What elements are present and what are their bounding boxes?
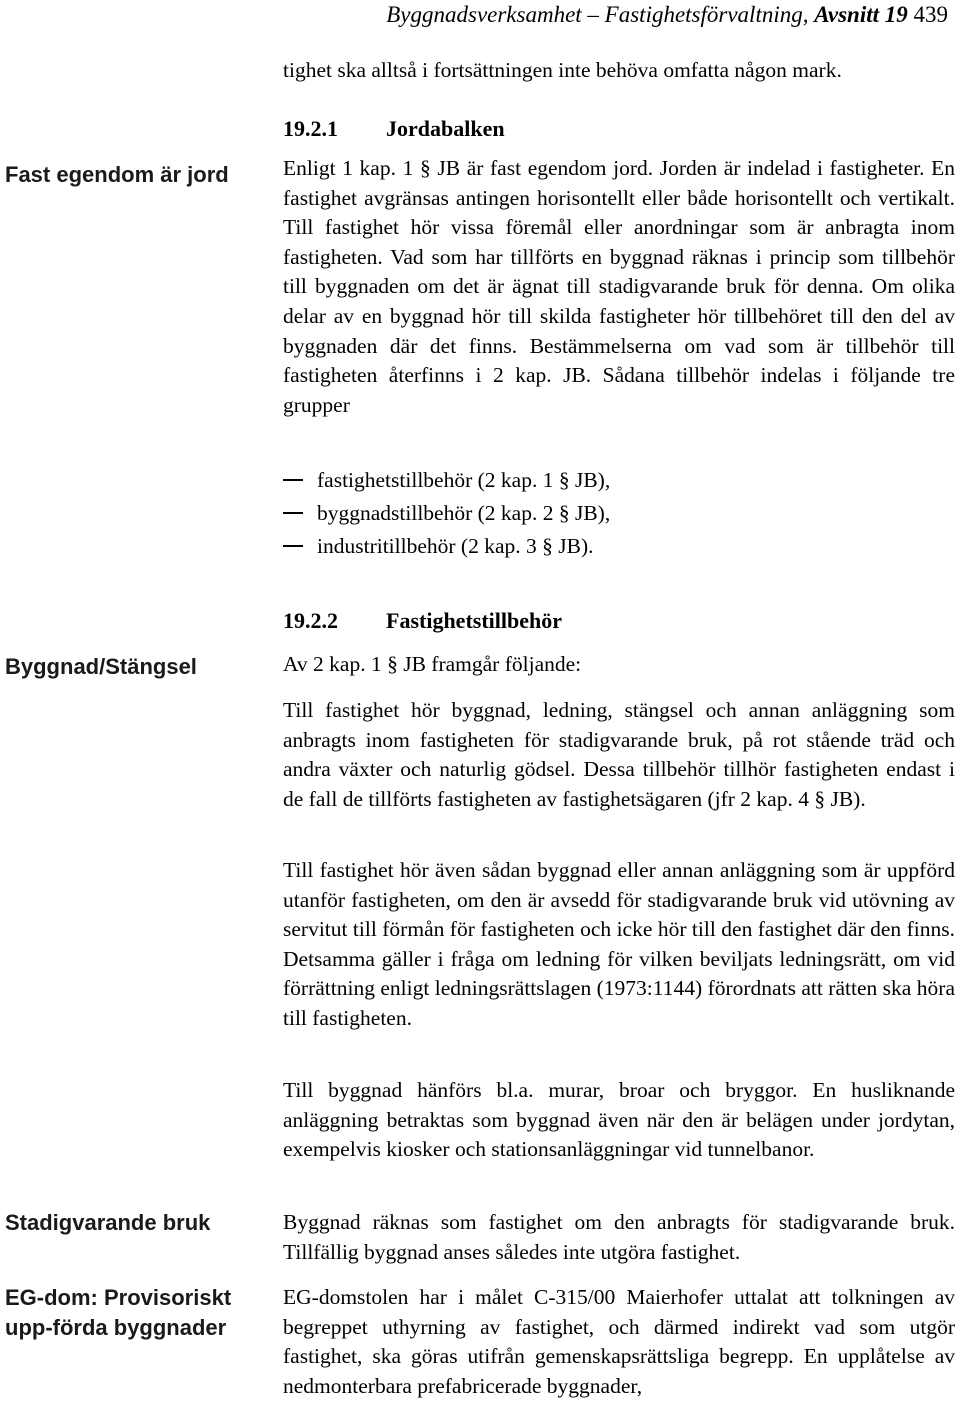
dash-bullet [283,512,303,514]
section-title: Fastighetstillbehör [386,608,562,633]
paragraph-egdom: EG-domstolen har i målet C-315/00 Maierhofer uttalat att tolkningen av begreppet uthyrning av fastighet, och därmed indirekt vad som utgör fastighet, ska göras utifrån gemenskapsrättsliga begrepp. En upplåtelse av nedmonterbara prefabricerade byggnader, [283,1285,955,1398]
paragraph-fastighetstillbehor-1: Till fastighet hör byggnad, ledning, stängsel och annan anläggning som anbragts inom fastigheten för stadigvarande bruk, på rot stående träd och andra växter och naturlig gödsel. Dessa tillbehör tillhör fastigheten endast i de fall de tillförts fastigheten av fastighetsägaren (jfr 2 kap. 4 § JB). [283,698,955,811]
margin-note-byggnad-stangsel: Byggnad/Stängsel [5,654,197,679]
paragraph-intro: Av 2 kap. 1 § JB framgår följande: [283,652,582,676]
section-number: 19.2.1 [283,116,338,141]
margin-note-egdom: EG-dom: Provisoriskt upp-förda byggnader [5,1285,232,1340]
dash-bullet [283,479,303,481]
section-label: Avsnitt 19 [814,2,908,27]
section-number: 19.2.2 [283,608,338,633]
section-heading-19-2-1 [283,114,955,144]
page-header [386,0,948,30]
margin-note-stadigvarande: Stadigvarande bruk [5,1210,211,1235]
tillbehor-list [283,466,955,565]
list-item: fastighetstillbehör (2 kap. 1 § JB), [283,466,955,499]
page-number: 439 [913,2,948,27]
list-item: byggnadstillbehör (2 kap. 2 § JB), [283,499,955,532]
list-item: industritillbehör (2 kap. 3 § JB). [283,532,955,565]
paragraph-fastighetstillbehor-2: Till fastighet hör även sådan byggnad eller annan anläggning som är uppförd utanför fastigheten, om den är avsedd för stadigvarande bruk vid utövning av servitut till förmån för fastigheten och icke hör till den fastighet där den finns. Detsamma gäller i fråga om ledning för vilken beviljats ledningsrätt, om vid förrättning enligt ledningsrättslagen (1973:1144) förordnats att rätten ska höra till fastigheten. [283,858,955,1030]
intro-line: tighet ska alltså i fortsättningen inte behöva omfatta någon mark. [283,58,842,82]
paragraph-jordabalken: Enligt 1 kap. 1 § JB är fast egendom jord. Jorden är indelad i fastigheter. En fastighet avgränsas antingen horisontellt eller både horisontellt och vertikalt. Till fastighet hör vissa föremål eller anordningar som är anbragta inom fastigheten. Vad som har tillförts en byggnad räknas i princip som tillbehör till byggnaden om det är ägnat till stadigvarande bruk för denna. Om olika delar av en byggnad hör till skilda fastigheter hör tillbehöret till den del av byggnaden där det finns. Bestämmelserna om vad som är tillbehör till fastigheten återfinns i 2 kap. JB. Sådana tillbehör indelas i följande tre grupper [283,156,955,417]
section-title: Jordabalken [386,116,505,141]
paragraph-byggnad: Till byggnad hänförs bl.a. murar, broar och bryggor. En husliknande anläggning betraktas som byggnad även när den är belägen under jordytan, exempelvis kiosker och stationsanläggningar vid tunnelbanor. [283,1078,955,1162]
paragraph-stadigvarande: Byggnad räknas som fastighet om den anbragts för stadigvarande bruk. Tillfällig byggnad anses således inte utgöra fastighet. [283,1210,955,1264]
running-title: Byggnadsverksamhet – Fastighetsförvaltning, [386,2,809,27]
section-heading-19-2-2 [283,606,955,636]
margin-note-fast-egendom: Fast egendom är jord [5,162,229,187]
dash-bullet [283,545,303,547]
